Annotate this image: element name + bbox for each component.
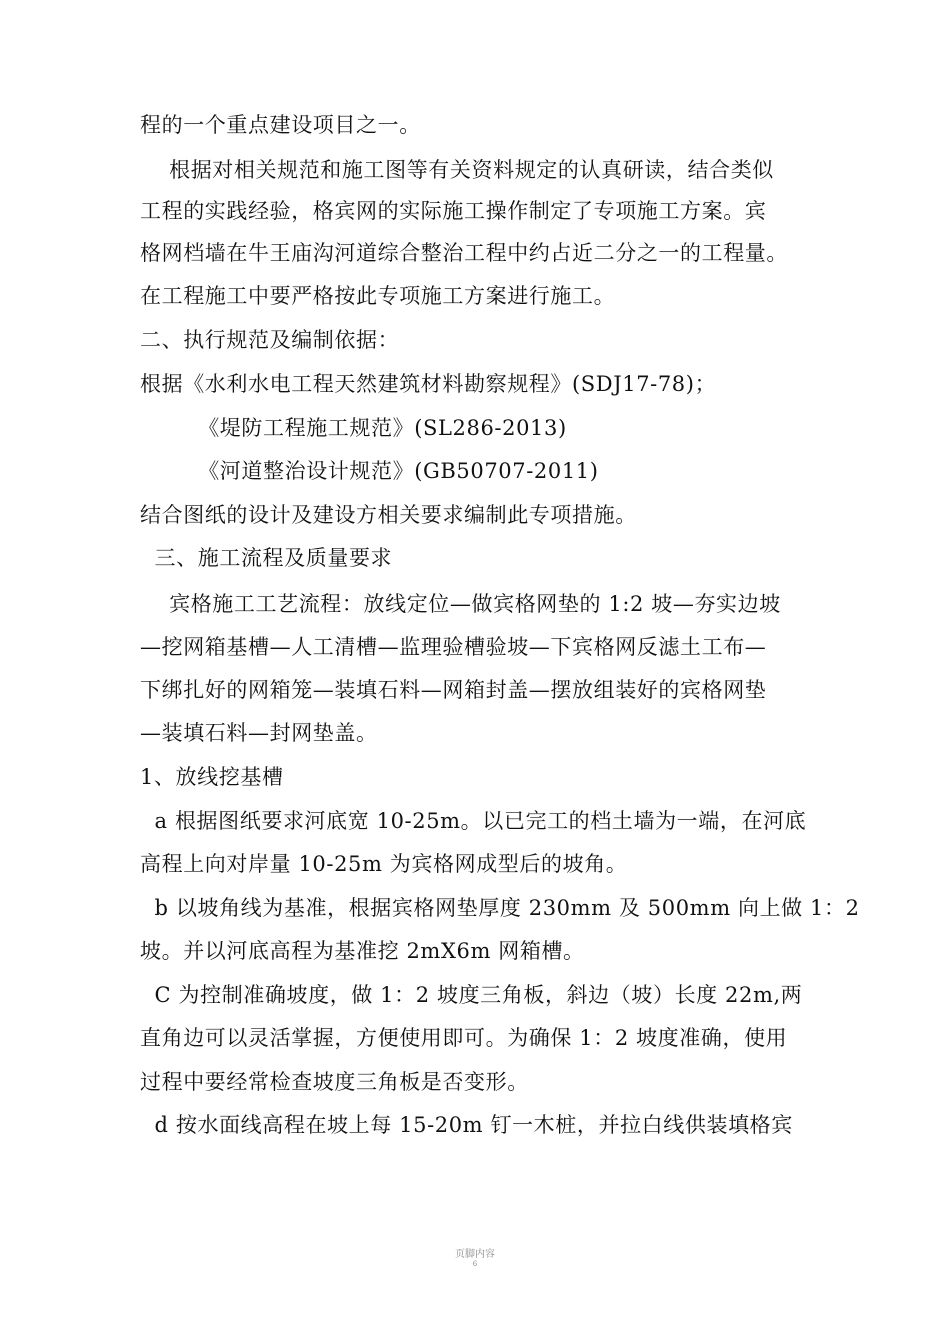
text-line: 下绑扎好的网箱笼—装填石料—网箱封盖—摆放组装好的宾格网垫 bbox=[140, 678, 767, 702]
section-heading: 二、执行规范及编制依据： bbox=[140, 328, 400, 352]
text-line: 高程上向对岸量 10-25m 为宾格网成型后的坡角。 bbox=[140, 852, 628, 876]
page-number: 6 bbox=[472, 1260, 478, 1268]
text-line: 根据《水利水电工程天然建筑材料勘察规程》(SDJ17-78)； bbox=[140, 372, 717, 396]
text-line: a 根据图纸要求河底宽 10-25m。以已完工的档土墙为一端，在河底 bbox=[140, 809, 807, 833]
text-line: 格网档墙在牛王庙沟河道综合整治工程中约占近二分之一的工程量。 bbox=[140, 241, 788, 265]
text-line: 工程的实践经验，格宾网的实际施工操作制定了专项施工方案。宾 bbox=[140, 199, 767, 223]
section-heading: 三、施工流程及质量要求 bbox=[140, 546, 393, 570]
text-line: 《堤防工程施工规范》(SL286-2013) bbox=[140, 416, 567, 440]
text-line: 程的一个重点建设项目之一。 bbox=[140, 113, 421, 137]
text-line: d 按水面线高程在坡上每 15-20m 钉一木桩，并拉白线供装填格宾 bbox=[140, 1113, 793, 1137]
section-heading: 1、放线挖基槽 bbox=[140, 765, 284, 789]
text-line: C 为控制准确坡度，做 1：2 坡度三角板，斜边（坡）长度 22m,两 bbox=[140, 983, 803, 1007]
text-line: b 以坡角线为基准，根据宾格网垫厚度 230mm 及 500mm 向上做 1：2 bbox=[140, 896, 860, 920]
text-line: 结合图纸的设计及建设方相关要求编制此专项措施。 bbox=[140, 503, 637, 527]
text-line: 过程中要经常检查坡度三角板是否变形。 bbox=[140, 1070, 529, 1094]
text-line: 坡。并以河底高程为基准挖 2mX6m 网箱槽。 bbox=[140, 939, 585, 963]
text-line: 在工程施工中要严格按此专项施工方案进行施工。 bbox=[140, 284, 616, 308]
text-line: 根据对相关规范和施工图等有关资料规定的认真研读，结合类似 bbox=[140, 158, 774, 182]
text-line: 直角边可以灵活掌握，方便使用即可。为确保 1：2 坡度准确，使用 bbox=[140, 1026, 788, 1050]
text-line: —装填石料—封网垫盖。 bbox=[140, 721, 378, 745]
text-line: 《河道整治设计规范》(GB50707-2011) bbox=[140, 459, 599, 483]
text-line: 宾格施工工艺流程：放线定位—做宾格网垫的 1:2 坡—夯实边坡 bbox=[140, 592, 781, 616]
text-line: —挖网箱基槽—人工清槽—监理验槽验坡—下宾格网反滤土工布— bbox=[140, 635, 767, 659]
footer-label: 页脚内容 bbox=[455, 1249, 495, 1260]
